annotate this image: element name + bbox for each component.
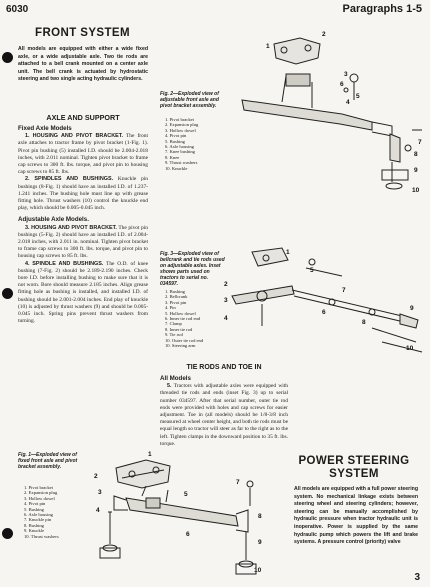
paragraph-1: 1. HOUSING AND PIVOT BRACKET. The front axle attaches to tractor frame by pivot bracket (1-Fig. 1). Pivot pin bushing (5) installed I.D. should be 2.004-2.018 inches, with 2.011 nominal. Tighten pivot bracket to frame cap screws to 300 ft. lbs. torque, and pivot pin to housing cap screws to 85 ft. lbs. [18, 133, 149, 176]
fig2-callout: 10 [412, 187, 420, 194]
paragraph-3: 3. HOUSING AND PIVOT BRACKET. The pivot pin bushings (5-Fig. 2) should have an installed I.D. of 2.004-2.018 inches, with 2.011 in. nominal. Tighten pivot bracket to frame cap screws to 300 ft. lbs. torque, and pivot pin to housing cap screws to 85 ft. lbs. [18, 224, 149, 260]
heading-fixed-axle: Fixed Axle Models [18, 125, 72, 132]
fig2-callout: 2 [322, 31, 326, 38]
fig2-legend-item: 2. Expansion plug [165, 122, 199, 128]
fig3-legend-item: 2. Bellcrank [165, 294, 188, 300]
fig3-callout: 4 [224, 315, 228, 322]
fig1-legend-item: 2. Expansion plug [24, 490, 58, 496]
fig3-legend-item: 4. Pin [165, 305, 176, 311]
binder-hole-bottom [2, 528, 13, 539]
fig3-callout: 8 [362, 319, 366, 326]
fig3-legend-item: 6. Inner tie rod end [165, 316, 201, 322]
tie-rods-column [160, 374, 288, 448]
binder-hole-top [2, 52, 13, 63]
fig2-callout: 4 [346, 99, 350, 106]
fig1-legend-item: 5. Bushing [24, 506, 44, 512]
fig1-callout: 8 [258, 513, 262, 520]
fig2-callout: 9 [414, 167, 418, 174]
fig2-legend-item: 3. Hollow dowel [165, 127, 196, 133]
fig1-callout: 9 [258, 539, 262, 546]
fig3-callout: 2 [224, 281, 228, 288]
fig2-legend-item: 5. Bushing [165, 138, 185, 144]
power-steering-body: All models are equipped with a full power steering system. No mechanical linkage exists between steering wheel and steering cylinders; however, steering can be manually accomplished by hydraulic pressure when tractor hydraulic unit is inoperative. Power is supplied by the same hydraulic pump which powers the lift and brake systems. A pressure control (priority) valve [294, 486, 418, 546]
fig3-callout: 1 [286, 249, 290, 256]
fig1-legend-item: 1. Pivot bracket [24, 485, 53, 490]
fig1-legend [24, 485, 86, 539]
section-title-axle-support: AXLE AND SUPPORT [46, 113, 120, 122]
fig3-legend-item: 1. Bushing [165, 289, 185, 294]
fig3-callout: 10 [406, 345, 414, 352]
fig2-callout: 7 [418, 139, 422, 146]
axle-support-column [18, 124, 148, 325]
fig1-callout: 2 [94, 473, 98, 480]
fig3-caption: Fig. 3—Exploded view of bellcrank and tie rods used on adjustable axles. Inset shows parts used on tractors to serial no. 034597. [160, 251, 225, 287]
fig2-legend-item: 6. Axle housing [165, 144, 194, 150]
fig2-legend-item: 8. Knee [165, 154, 180, 160]
paragraph-2: 2. SPINDLES AND BUSHINGS. Knuckle pin bushings (8-Fig. 1) should have an installed I.D. of 1.237-1.241 inches. The bushing hole must line up with grease fitting hole. Thrust washers (10) control the knuckle end play, which should be 0.005-0.045 inch. [18, 176, 149, 212]
paragraph-4: 4. SPINDLE AND BUSHINGS. The O.D. of knee bushing (7-Fig. 2) should be 2.189-2.190 inches. Check bore I.D. before installing bushing to make sure that it is not worn. Bore should measure 2.185 inches. Align grease fitting hole as bushing is installed, and installed I.D. of bushing should be 2.001-2.004 inches. End play of knuckle (10) is adjusted by thrust washers (9) and should be 0.005-0.045 inch. Spring pins prevent thrust washers from turning. [18, 260, 148, 325]
fig2-legend [165, 117, 225, 171]
fig1-legend-item: 9. Knuckle [24, 528, 45, 534]
heading-adjustable-axle: Adjustable Axle Models. [18, 216, 89, 224]
fig3-legend-item: 7. Clamp [165, 321, 182, 327]
fig3-illustration [222, 246, 428, 356]
fig2-legend-item: 7. Knee bushing [165, 149, 195, 155]
fig2-callout: 1 [266, 43, 270, 50]
fig2-legend-item: 4. Pivot pin [165, 133, 187, 139]
front-system-intro: All models are equipped with either a wide fixed axle, or a wide adjustable axle. Two tie rods are attached to a bell crank mounted on a center axle unit. The bell crank is actuated by hydrostatic steering and two single acting hydraulic cylinders. [18, 46, 148, 83]
fig2-callout: 5 [356, 93, 360, 100]
fig3-callout: 7 [342, 287, 346, 294]
fig3-callout: 9 [410, 305, 414, 312]
fig1-callout: 5 [184, 491, 188, 498]
fig2-callout: 6 [340, 81, 344, 88]
header-model: 6030 [6, 4, 29, 15]
fig1-illustration [86, 448, 266, 580]
header-paragraphs: Paragraphs 1-5 [342, 3, 422, 15]
fig3-legend-item: 9. Tie rod [165, 332, 183, 338]
fig3-legend-item: 8. Inner tie rod [165, 326, 193, 332]
fig3-callout: 6 [322, 309, 326, 316]
fig1-caption: Fig. 1—Exploded view of fixed front axle and pivot bracket assembly. [18, 452, 78, 470]
fig1-legend-item: 6. Axle housing [24, 512, 53, 518]
fig2-illustration [222, 30, 428, 198]
fig2-legend-item: 1. Pivot bracket [165, 117, 194, 122]
fig1-legend-item: 3. Hollow dowel [24, 495, 55, 501]
binder-hole-middle [2, 288, 13, 299]
section-title-front-system: FRONT SYSTEM [35, 27, 130, 39]
fig1-callout: 10 [254, 567, 262, 574]
fig3-callout: 5 [310, 267, 314, 274]
fig1-legend-item: 4. Pivot pin [24, 501, 46, 507]
fig2-caption: Fig. 2—Exploded view of adjustable front axle and pivot bracket assembly. [160, 91, 219, 109]
fig2-legend-item: 10. Knuckle [165, 165, 188, 171]
fig3-legend-item: 5. Hollow dowel [165, 310, 196, 316]
fig1-legend-item: 10. Thrust washers [24, 533, 59, 539]
heading-all-models: All Models [160, 375, 191, 382]
fig1-callout: 6 [186, 531, 190, 538]
paragraph-5: 5. Tractors with adjustable axles were equipped with threaded tie rods and ends (inset Fig. 3) up to serial number 034597. After that serial number, outer tie rod ends were provided with holes and cap screws for easier adjustment. Toe in (all models) should be 1/8-3/8 inch measured at wheel center height, and both tie rods must be equal length so tractor will steer as far to the right as to the left. Tighten clamps in the downward position to 35 ft. lbs. torque. [160, 383, 288, 447]
page-number: 3 [414, 572, 420, 583]
fig2-callout: 8 [414, 151, 418, 158]
section-title-power-steering: POWER STEERING SYSTEM [298, 455, 410, 480]
fig1-legend-item: 8. Bushing [24, 522, 44, 528]
fig1-callout: 3 [98, 489, 102, 496]
fig1-legend-item: 7. Knuckle pin [24, 517, 52, 523]
fig1-callout: 4 [96, 507, 100, 514]
fig1-callout: 7 [236, 479, 240, 486]
fig2-callout: 3 [344, 71, 348, 78]
fig2-legend-item: 9. Thrust washers [165, 160, 198, 166]
fig3-legend-item: 3. Pivot pin [165, 299, 187, 305]
fig3-legend-item: 10. Steering arm [165, 343, 196, 349]
fig3-callout: 3 [224, 297, 228, 304]
fig3-legend-item: 10. Outer tie rod end [165, 337, 204, 343]
fig1-callout: 1 [148, 451, 152, 458]
fig3-legend [165, 289, 225, 348]
section-title-tie-rods: TIE RODS AND TOE IN [186, 364, 262, 371]
